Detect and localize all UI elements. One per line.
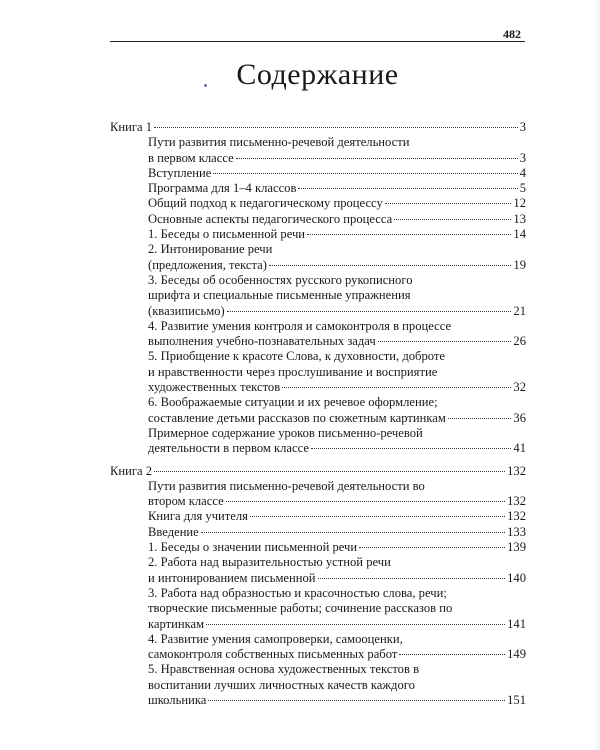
- toc-page-number: 132: [507, 463, 526, 478]
- toc-entry-text: (квазиписьмо): [148, 303, 225, 318]
- toc-entry[interactable]: [110, 540, 526, 555]
- toc-entry[interactable]: [110, 586, 526, 632]
- dot-leader: [359, 547, 505, 548]
- toc-entry-last-line: [148, 411, 526, 426]
- toc-entry[interactable]: [110, 212, 526, 227]
- toc-entry[interactable]: [110, 227, 526, 242]
- table-of-contents: [110, 120, 526, 715]
- toc-entry-text: Введение: [148, 524, 199, 539]
- toc-entry-text: составление детьми рассказов по сюжетным картинкам: [148, 410, 446, 425]
- toc-book-label: Книга 1: [110, 120, 153, 134]
- toc-entry-line: Пути развития письменно-речевой деятельности: [148, 135, 410, 150]
- toc-entry-text: 1. Беседы о письменной речи: [148, 227, 306, 242]
- toc-entry[interactable]: [110, 135, 526, 166]
- toc-entry[interactable]: [110, 426, 526, 457]
- toc-entry-line: 5. Приобщение к красоте Слова, к духовности, доброте: [148, 349, 445, 364]
- toc-entry-last-line: [148, 693, 526, 708]
- toc-page-number: 36: [513, 410, 526, 425]
- toc-page-number: 3: [519, 120, 526, 134]
- toc-entry-text: Основные аспекты педагогического процесса: [148, 211, 393, 226]
- toc-entry-line: воспитании лучших личностных качеств каждого: [148, 677, 415, 692]
- toc-entry-text: в первом классе: [148, 150, 234, 165]
- toc-entry[interactable]: [110, 509, 526, 524]
- toc-entry-text: Программа для 1–4 классов: [148, 181, 297, 196]
- toc-entry-text: деятельности в первом классе: [148, 441, 309, 456]
- toc-entry-last-line: [148, 494, 526, 509]
- toc-book-1: [110, 120, 526, 457]
- dot-leader: [269, 265, 511, 266]
- dot-leader: [226, 501, 505, 502]
- toc-page-number: 19: [513, 257, 526, 272]
- toc-page-number: 132: [507, 509, 526, 524]
- dot-leader: [307, 234, 511, 235]
- toc-entry-last-line: [148, 441, 526, 456]
- toc-page-number: 26: [513, 334, 526, 349]
- dot-leader: [399, 654, 505, 655]
- toc-entry-last-line: [148, 304, 526, 319]
- toc-entry[interactable]: [110, 181, 526, 196]
- toc-entry-text: втором классе: [148, 494, 224, 509]
- toc-entry-last-line: [148, 334, 526, 349]
- toc-entry-line: 3. Работа над образностью и красочностью слова, речи;: [148, 585, 447, 600]
- toc-entry[interactable]: [110, 349, 526, 395]
- dot-leader: [385, 203, 512, 204]
- toc-entry-last-line: [148, 227, 526, 242]
- page-number: 482: [503, 27, 521, 41]
- toc-entry-text: 1. Беседы о значении письменной речи: [148, 540, 358, 555]
- toc-entry[interactable]: [110, 662, 526, 708]
- toc-entry[interactable]: [110, 395, 526, 426]
- toc-entry-last-line: [148, 166, 526, 181]
- toc-entry-last-line: [148, 258, 526, 273]
- toc-page-number: 13: [513, 211, 526, 226]
- toc-entry[interactable]: [110, 555, 526, 586]
- ink-dot: [204, 84, 207, 87]
- toc-entry[interactable]: [110, 242, 526, 273]
- toc-entry-text: картинкам: [148, 616, 205, 631]
- dot-leader: [208, 700, 505, 701]
- toc-page-number: 149: [507, 647, 526, 662]
- toc-entry-text: Общий подход к педагогическому процессу: [148, 196, 383, 211]
- toc-page-number: 12: [513, 196, 526, 211]
- toc-book-heading[interactable]: [110, 464, 526, 479]
- dot-leader: [154, 471, 505, 472]
- toc-entry-last-line: [148, 540, 526, 555]
- dot-leader: [318, 578, 506, 579]
- toc-page-number: 151: [507, 692, 526, 707]
- toc-page-number: 5: [519, 181, 526, 196]
- toc-entry-line: творческие письменные работы; сочинение рассказов по: [148, 601, 453, 616]
- toc-entry-line: 2. Работа над выразительностью устной речи: [148, 555, 391, 570]
- toc-entry-text: (предложения, текста): [148, 257, 267, 272]
- toc-entry-line: и нравственности через прослушивание и восприятие: [148, 364, 438, 379]
- toc-entry-last-line: [148, 212, 526, 227]
- dot-leader: [298, 188, 517, 189]
- dot-leader: [236, 158, 518, 159]
- toc-page-number: 32: [513, 380, 526, 395]
- toc-page-number: 141: [507, 616, 526, 631]
- toc-entry[interactable]: [110, 479, 526, 510]
- dot-leader: [448, 418, 512, 419]
- dot-leader: [378, 341, 512, 342]
- toc-page-number: 4: [519, 165, 526, 180]
- toc-entry-text: выполнения учебно-познавательных задач: [148, 334, 376, 349]
- toc-entry-text: самоконтроля собственных письменных работ: [148, 647, 398, 662]
- toc-entry-text: художественных текстов: [148, 380, 281, 395]
- toc-entry[interactable]: [110, 632, 526, 663]
- toc-entry-last-line: [148, 196, 526, 211]
- toc-entry-line: Пути развития письменно-речевой деятельности во: [148, 478, 425, 493]
- dot-leader: [206, 624, 505, 625]
- toc-page-number: 139: [507, 540, 526, 555]
- toc-entry[interactable]: [110, 319, 526, 350]
- toc-entry-line: 6. Воображаемые ситуации и их речевое оформление;: [148, 395, 438, 410]
- dot-leader: [154, 127, 518, 128]
- header-rule: [110, 41, 525, 42]
- toc-page-number: 14: [513, 227, 526, 242]
- dot-leader: [311, 448, 511, 449]
- toc-page-number: 132: [507, 494, 526, 509]
- toc-page-number: 140: [507, 570, 526, 585]
- toc-entry[interactable]: [110, 196, 526, 211]
- toc-book-2: [110, 464, 526, 709]
- page-edge-shadow: [594, 0, 600, 750]
- toc-page-number: 41: [513, 441, 526, 456]
- toc-entry-text: Вступление: [148, 165, 212, 180]
- toc-page-number: 21: [513, 303, 526, 318]
- toc-book-label: Книга 2: [110, 463, 153, 478]
- toc-entry-last-line: [148, 525, 526, 540]
- dot-leader: [227, 311, 512, 312]
- toc-entry[interactable]: [110, 273, 526, 319]
- toc-page-number: 3: [519, 150, 526, 165]
- toc-entry-last-line: [148, 380, 526, 395]
- toc-entry-last-line: [148, 571, 526, 586]
- page-title: Содержание: [236, 58, 399, 91]
- toc-entry-line: Примерное содержание уроков письменно-речевой: [148, 425, 423, 440]
- dot-leader: [201, 532, 505, 533]
- toc-entry-text: и интонированием письменной: [148, 570, 316, 585]
- dot-leader: [394, 219, 511, 220]
- dot-leader: [213, 173, 517, 174]
- toc-entry-last-line: [148, 151, 526, 166]
- toc-page-number: 133: [507, 524, 526, 539]
- toc-book-heading[interactable]: [110, 120, 526, 135]
- toc-entry-last-line: [148, 617, 526, 632]
- toc-entry-line: 3. Беседы об особенностях русского рукописного: [148, 272, 413, 287]
- toc-entry-last-line: [148, 647, 526, 662]
- dot-leader: [250, 516, 505, 517]
- toc-entry-line: шрифта и специальные письменные упражнения: [148, 288, 411, 303]
- toc-entry-line: 2. Интонирование речи: [148, 242, 273, 257]
- toc-entry-text: Книга для учителя: [148, 509, 248, 524]
- toc-entry-line: 4. Развитие умения контроля и самоконтроля в процессе: [148, 318, 452, 333]
- toc-entry-last-line: [148, 181, 526, 196]
- toc-entry-text: школьника: [148, 692, 207, 707]
- toc-entry-line: 5. Нравственная основа художественных текстов в: [148, 662, 420, 677]
- toc-entry[interactable]: [110, 166, 526, 181]
- dot-leader: [282, 387, 511, 388]
- toc-entry[interactable]: [110, 525, 526, 540]
- toc-entry-last-line: [148, 509, 526, 524]
- toc-entry-line: 4. Развитие умения самопроверки, самооценки,: [148, 631, 403, 646]
